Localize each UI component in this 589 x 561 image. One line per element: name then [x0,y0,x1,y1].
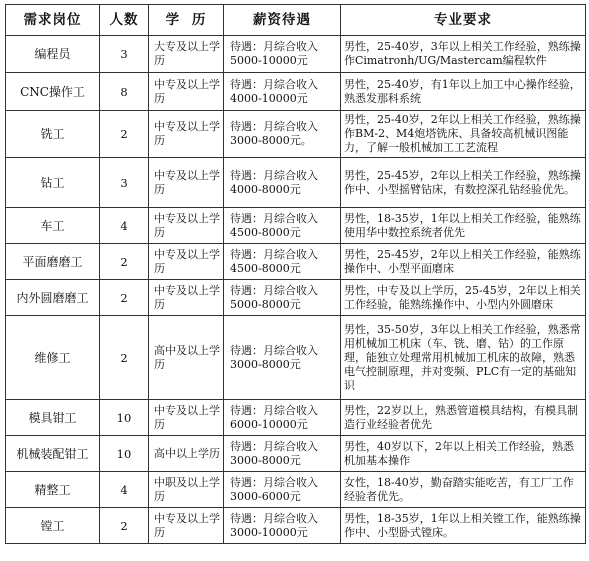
requirements-cell: 男性，25-40岁，3年以上相关工作经验，熟练操作Cimatronh/UG/Mastercam编程软件 [341,36,586,73]
salary-cell: 待遇：月综合收入6000-10000元 [224,400,341,436]
salary-cell: 待遇：月综合收入5000-8000元 [224,280,341,316]
header-row [6,5,586,36]
salary-cell: 待遇：月综合收入3000-8000元 [224,316,341,400]
requirements-cell: 男性，40岁以下，2年以上相关工作经验，熟悉机加基本操作 [341,436,586,472]
count-cell: 10 [100,400,149,436]
requirements-cell: 男性，25-45岁，2年以上相关工作经验，能熟练操作中、小型平面磨床 [341,244,586,280]
position-cell: CNC操作工 [6,73,100,111]
salary-cell: 待遇：月综合收入5000-10000元 [224,36,341,73]
table-row [6,508,586,544]
salary-cell: 待遇：月综合收入3000-8000元 [224,436,341,472]
education-cell: 大专及以上学历 [149,36,224,73]
position-cell: 钻工 [6,158,100,208]
position-cell: 机械装配钳工 [6,436,100,472]
count-cell: 3 [100,36,149,73]
education-cell: 中专及以上学历 [149,508,224,544]
count-cell: 2 [100,244,149,280]
table-row [6,472,586,508]
requirements-cell: 男性，中专及以上学历，25-45岁，2年以上相关工作经验，能熟练操作中、小型内外圆磨床 [341,280,586,316]
count-cell: 2 [100,316,149,400]
position-cell: 镗工 [6,508,100,544]
position-cell: 模具钳工 [6,400,100,436]
header-requirements: 专业要求 [341,5,586,36]
table-row [6,73,586,111]
count-cell: 4 [100,472,149,508]
salary-cell: 待遇：月综合收入3000-10000元 [224,508,341,544]
salary-cell: 待遇：月综合收入4500-8000元 [224,244,341,280]
table-row [6,36,586,73]
salary-cell: 待遇：月综合收入3000-6000元 [224,472,341,508]
salary-cell: 待遇：月综合收入4000-10000元 [224,73,341,111]
header-salary: 薪资待遇 [224,5,341,36]
education-cell: 高中及以上学历 [149,316,224,400]
education-cell: 中职及以上学历 [149,472,224,508]
requirements-cell: 男性，35-50岁，3年以上相关工作经验，熟悉常用机械加工机床（车、铣、磨、钻）的工作原理，能独立处理常用机械加工机床的故障，熟悉电气控制原理，并对变频、PLC有一定的基础知识 [341,316,586,400]
position-cell: 精整工 [6,472,100,508]
education-cell: 中专及以上学历 [149,73,224,111]
table-row [6,316,586,400]
education-cell: 中专及以上学历 [149,158,224,208]
education-cell: 中专及以上学历 [149,400,224,436]
requirements-cell: 女性，18-40岁，勤奋踏实能吃苦，有工厂工作经验者优先。 [341,472,586,508]
education-cell: 高中以上学历 [149,436,224,472]
table-row [6,208,586,244]
table-row [6,111,586,158]
requirements-cell: 男性，22岁以上，熟悉管道模具结构，有模具制造行业经验者优先 [341,400,586,436]
requirements-cell: 男性，18-35岁，1年以上相关镗工作，能熟练操作中、小型卧式镗床。 [341,508,586,544]
salary-cell: 待遇：月综合收入4000-8000元 [224,158,341,208]
position-cell: 维修工 [6,316,100,400]
salary-cell: 待遇：月综合收入4500-8000元 [224,208,341,244]
count-cell: 2 [100,508,149,544]
count-cell: 3 [100,158,149,208]
header-count: 人数 [100,5,149,36]
table-row [6,244,586,280]
header-position: 需求岗位 [6,5,100,36]
position-cell: 平面磨磨工 [6,244,100,280]
count-cell: 2 [100,280,149,316]
position-cell: 编程员 [6,36,100,73]
salary-cell: 待遇：月综合收入3000-8000元。 [224,111,341,158]
count-cell: 4 [100,208,149,244]
recruitment-table [5,4,586,544]
education-cell: 中专及以上学历 [149,111,224,158]
position-cell: 铣工 [6,111,100,158]
requirements-cell: 男性，18-35岁，1年以上相关工作经验，能熟练使用华中数控系统者优先 [341,208,586,244]
position-cell: 内外圆磨磨工 [6,280,100,316]
requirements-cell: 男性，25-40岁，有1年以上加工中心操作经验，熟悉发那科系统 [341,73,586,111]
count-cell: 2 [100,111,149,158]
table-row [6,400,586,436]
requirements-cell: 男性，25-45岁，2年以上相关工作经验，熟练操作中、小型摇臂钻床，有数控深孔钻经验优先。 [341,158,586,208]
position-cell: 车工 [6,208,100,244]
education-cell: 中专及以上学历 [149,280,224,316]
count-cell: 8 [100,73,149,111]
table-row [6,280,586,316]
requirements-cell: 男性，25-40岁，2年以上相关工作经验，熟练操作BM-2、M4炮塔铣床、具备较高机械识图能力，了解一般机械加工工艺流程 [341,111,586,158]
table-row [6,158,586,208]
education-cell: 中专及以上学历 [149,244,224,280]
count-cell: 10 [100,436,149,472]
education-cell: 中专及以上学历 [149,208,224,244]
header-education: 学 历 [149,5,224,36]
table-row [6,436,586,472]
